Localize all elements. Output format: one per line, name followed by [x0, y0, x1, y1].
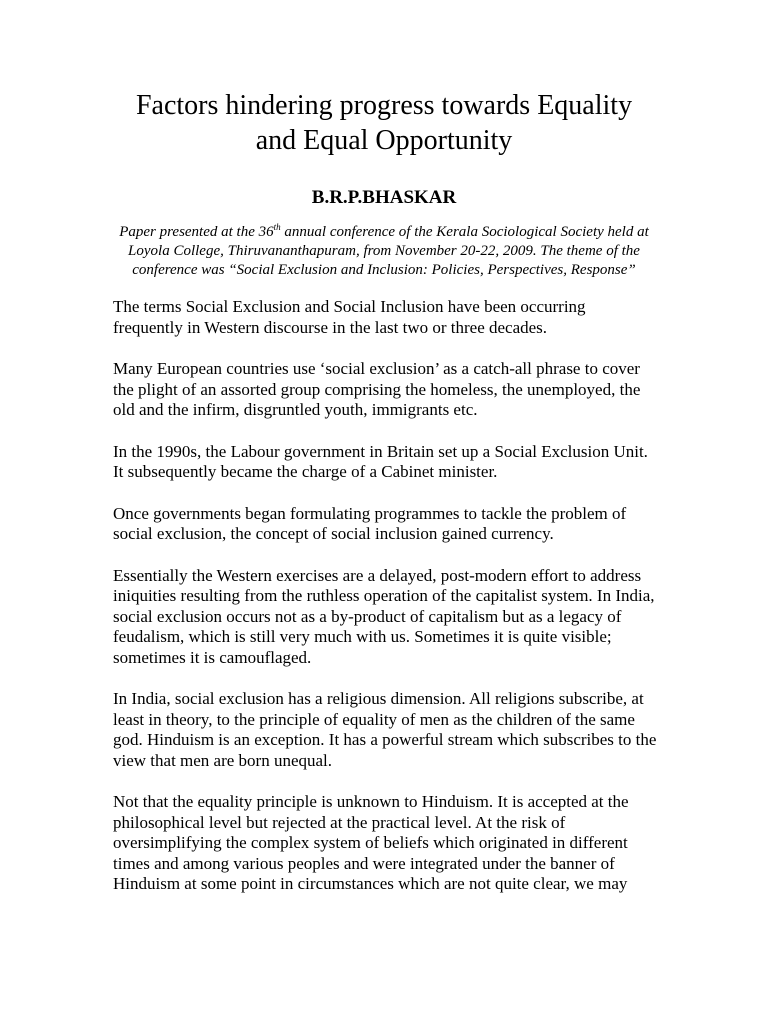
title-line-1: Factors hindering progress towards Equality: [135, 90, 633, 121]
body-paragraph: The terms Social Exclusion and Social Inclusion have been occurring frequently in Western discourse in the last two or three decades.: [113, 297, 586, 337]
document-body: [113, 297, 658, 916]
author-name: B.R.P.BHASKAR: [311, 187, 457, 208]
body-paragraph: In the 1990s, the Labour government in Britain set up a Social Exclusion Unit. It subsequently became the charge of a Cabinet minister.: [113, 441, 648, 481]
ordinal-suffix: th: [273, 222, 281, 232]
conference-note: [108, 223, 660, 280]
body-paragraph: Not that the equality principle is unknown to Hinduism. It is accepted at the philosophical level but rejected at the practical level. At the risk of oversimplifying the complex system of beliefs which originated in different times and among various peoples and were integrated under the banner of Hinduism at some point in circumstances which are not quite clear, we may: [113, 792, 629, 893]
body-paragraph: In India, social exclusion has a religious dimension. All religions subscribe, at least in theory, to the principle of equality of men as the children of the same god. Hinduism is an exception. It has a powerful stream which subscribes to the view that men are born unequal.: [113, 689, 657, 770]
title-line-2: and Equal Opportunity: [255, 125, 513, 156]
body-paragraph: Essentially the Western exercises are a delayed, post-modern effort to address iniquities resulting from the ruthless operation of the capitalist system. In India, social exclusion occurs not as a by-product of capitalism but as a legacy of feudalism, which is still very much with us. Sometimes it is quite visible; sometimes it is camouflaged.: [113, 565, 655, 667]
conference-note-part-1: Paper presented at the 36: [119, 224, 274, 240]
body-paragraph: Many European countries use ‘social exclusion’ as a catch-all phrase to cover the plight of an assorted group comprising the homeless, the unemployed, the old and the infirm, disgruntled youth, immigrants etc.: [113, 359, 641, 419]
document-title: [60, 88, 708, 158]
conference-note-part-2: annual conference of the Kerala Sociological Society held at Loyola College, Thiruvananthapuram, from November 20-22, 2009. The theme of the conference was “Social Exclusion and Inclusion: Policies, Perspectives, Response”: [128, 224, 649, 278]
body-paragraph: Once governments began formulating programmes to tackle the problem of social exclusion, the concept of social inclusion gained currency.: [113, 503, 627, 543]
